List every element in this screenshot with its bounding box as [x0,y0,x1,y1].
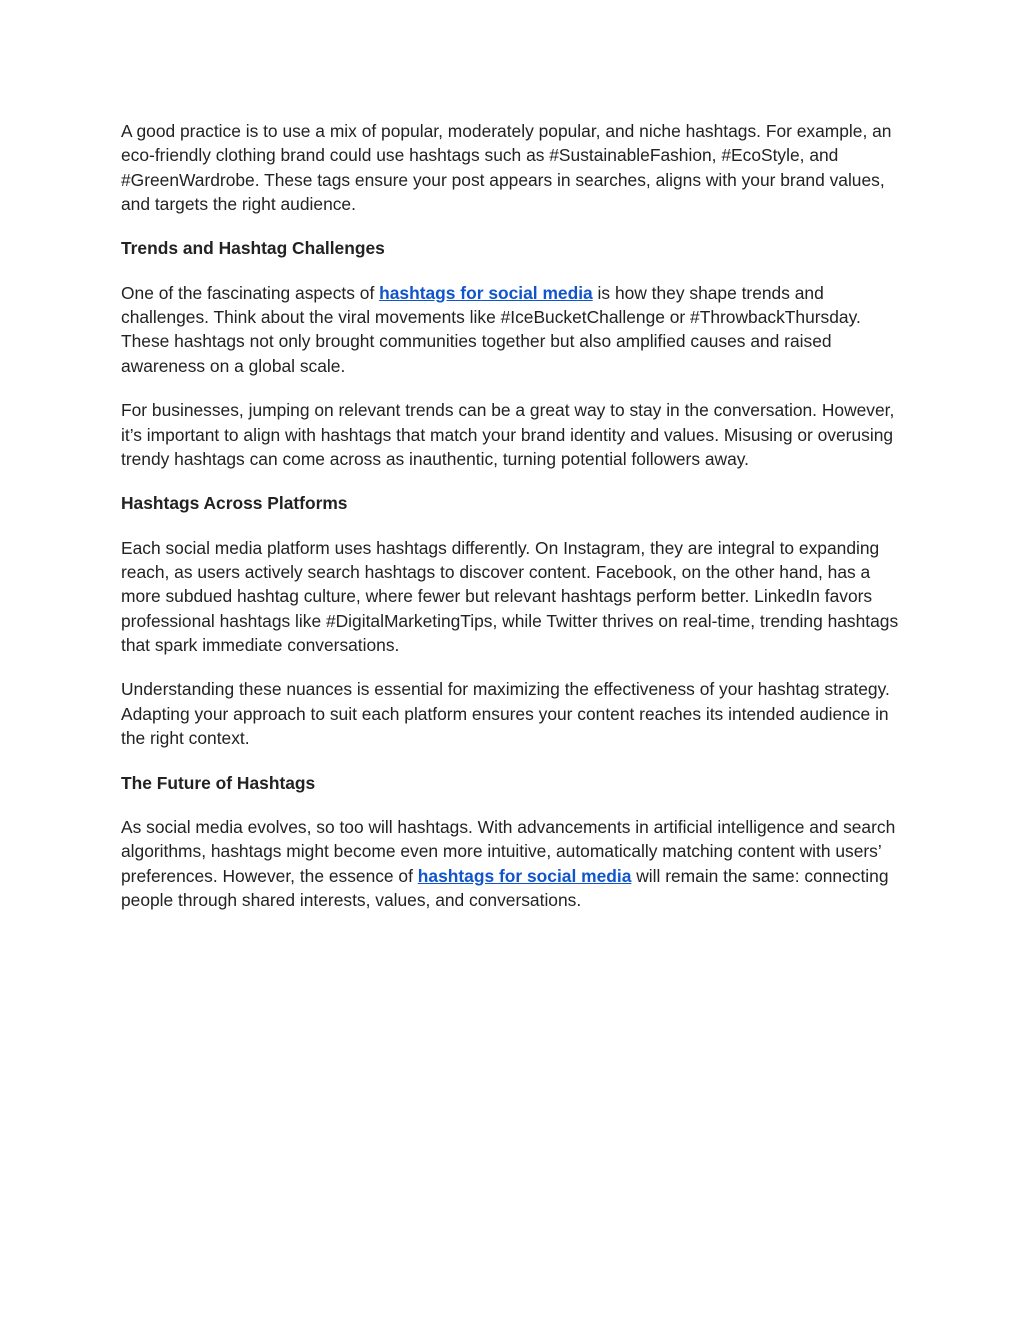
hashtags-link-2[interactable]: hashtags for social media [417,865,632,886]
paragraph-trends-text-before: One of the fascinating aspects of [121,282,380,303]
paragraph-trends-text-after: is how they shape trends and challenges. Think about the viral movements like #IceBucketChallenge or #ThrowbackThursday. These hashtags not only brought communities together but also amplified causes and raised awareness on a global scale. [121,282,861,376]
paragraph-hashtag-mix: A good practice is to use a mix of popular, moderately popular, and niche hashtags. For example, an eco-friendly clothing brand could use hashtags such as #SustainableFashion, #EcoStyle, and #GreenWardrobe. These tags ensure your post appears in searches, aligns with your brand values, and targets the right audience. [121,121,892,214]
paragraph-trends [121,281,911,378]
heading-across-platforms: Hashtags Across Platforms [121,493,348,514]
document-page [121,119,911,932]
paragraph-future-text-after: will remain the same: connecting people through shared interests, values, and conversations. [121,865,889,910]
paragraph-future-text-before: As social media evolves, so too will hashtags. With advancements in artificial intelligence and search algorithms, hashtags might become even more intuitive, automatically matching content with users’ preferences. However, the essence of [121,817,896,886]
paragraph-nuances: Understanding these nuances is essential for maximizing the effectiveness of your hashtag strategy. Adapting your approach to suit each platform ensures your content reaches its intended audience in the right context. [121,679,890,749]
hashtags-link-1[interactable]: hashtags for social media [379,282,593,303]
paragraph-platforms: Each social media platform uses hashtags differently. On Instagram, they are integral to expanding reach, as users actively search hashtags to discover content. Facebook, on the other hand, has a more subdued hashtag culture, where fewer but relevant hashtags perform better. LinkedIn favors professional hashtags like #DigitalMarketingTips, while Twitter thrives on real-time, trending hashtags that spark immediate conversations. [121,537,899,655]
paragraph-future [121,815,911,912]
paragraph-businesses: For businesses, jumping on relevant trends can be a great way to stay in the conversation. However, it’s important to align with hashtags that match your brand identity and values. Misusing or overusing trendy hashtags can come across as inauthentic, turning potential followers away. [121,400,895,469]
heading-trends-challenges: Trends and Hashtag Challenges [121,238,385,259]
heading-future: The Future of Hashtags [121,772,316,793]
